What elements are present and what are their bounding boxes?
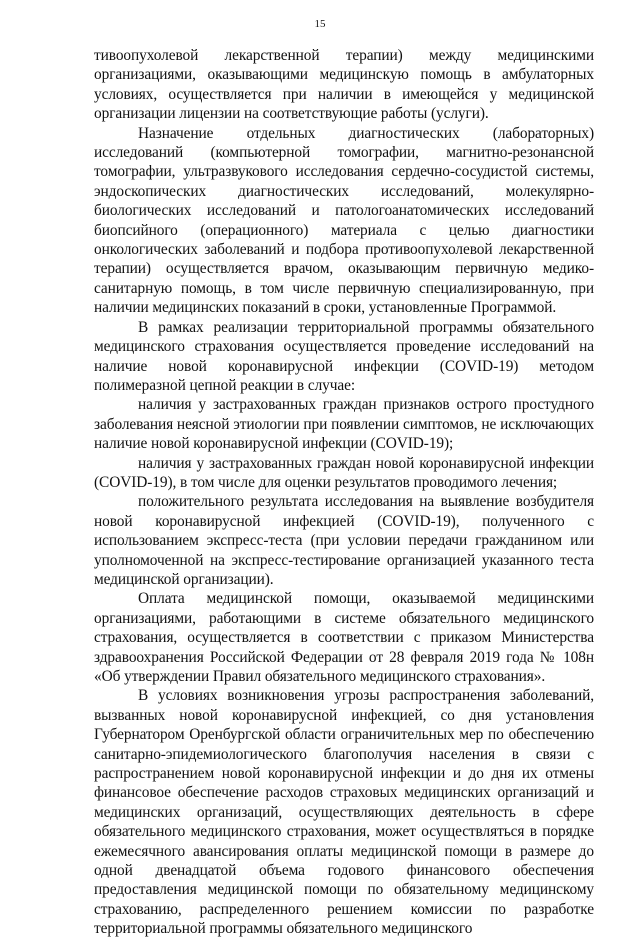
document-body [94,46,594,939]
paragraph-3: В рамках реализации территориальной программы обязательного медицинского страхования осуществляется проведение исследований на наличие новой коронавирусной инфекции (COVID-19) методом полимеразной цепной реакции в случае: [94,318,594,394]
paragraph-8: В условиях возникновения угрозы распространения заболеваний, вызванных новой коронавирусной инфекцией, со дня установления Губернатором Оренбургской области ограничительных мер по обеспечению санитарно-эпидемиологического благополучия населения в связи с распространением новой коронавирусной инфекции и до дня их отмены финансовое обеспечение расходов страховых медицинских организаций и медицинских организаций, осуществляющих деятельность в сфере обязательного медицинского страхования, может осуществляться в порядке ежемесячного авансирования оплаты медицинской помощи в размере до одной двенадцатой объема годового финансового обеспечения предоставления медицинской помощи по обязательному медицинскому страхованию, распределенного решением комиссии по разработке территориальной программы обязательного медицинского [94,687,594,938]
page-number: 15 [314,18,326,30]
paragraph-5: наличия у застрахованных граждан новой коронавирусной инфекции (COVID-19), в том числе для оценки результатов проводимого лечения; [94,454,594,491]
paragraph-2: Назначение отдельных диагностических (лабораторных) исследований (компьютерной томографии, магнитно-резонансной томографии, ультразвукового исследования сердечно-сосудистой системы, эндоскопических диагностических исследований, молекулярно-биологических исследований и патологоанатомических исследований биопсийного (операционного) материала с целью диагностики онкологических заболеваний и подбора противоопухолевой лекарственной терапии) осуществляется врачом, оказывающим первичную медико-санитарную помощь, в том числе первичную специализированную, при наличии медицинских показаний в сроки, установленные Программой. [94,124,594,317]
paragraph-4: наличия у застрахованных граждан признаков острого простудного заболевания неясной этиологии при появлении симптомов, не исключающих наличие новой коронавирусной инфекции (COVID-19); [94,396,594,453]
paragraph-6: положительного результата исследования на выявление возбудителя новой коронавирусной инфекцией (COVID-19), полученного с использованием экспресс-теста (при условии передачи гражданином или уполномоченной на экспресс-тестирование организацией указанного теста медицинской организации). [94,493,594,588]
paragraph-1: тивоопухолевой лекарственной терапии) между медицинскими организациями, оказывающими медицинскую помощь в амбулаторных условиях, осуществляется при наличии в имеющейся у медицинской организации лицензии на соответствующие работы (услуги). [94,47,594,123]
paragraph-7: Оплата медицинской помощи, оказываемой медицинскими организациями, работающими в системе обязательного медицинского страхования, осуществляется в соответствии с приказом Министерства здравоохранения Российской Федерации от 28 февраля 2019 года № 108н «Об утверждении Правил обязательного медицинского страхования». [94,590,594,685]
